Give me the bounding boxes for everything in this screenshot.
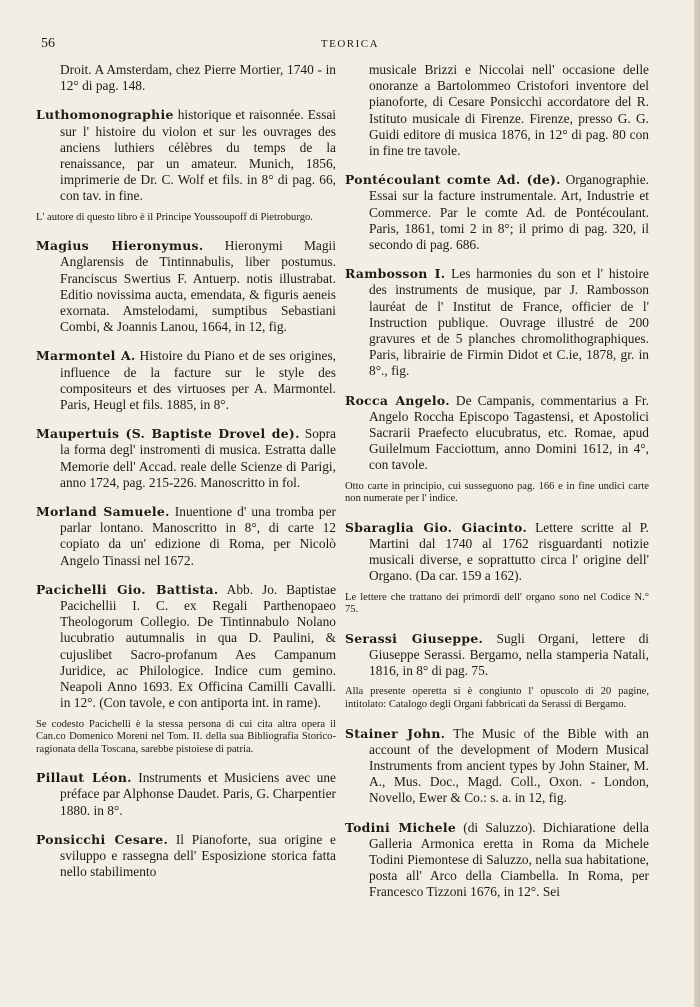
page-number: 56 xyxy=(41,36,55,51)
entry-text: Lettere scritte al P. Martini dal 1740 al 1762 risguardanti notizie musicali diverse, e soprattutto circa l' origine dell' Organo. (Da car. 159 a 162). xyxy=(369,519,649,584)
entry-heading: Luthomonographie xyxy=(36,107,174,123)
footnote: L' autore di questo libro è il Principe Youssoupoff di Pietroburgo. xyxy=(36,211,313,223)
running-title: TEORICA xyxy=(320,38,380,50)
footnote: Alla presente operetta si è congiunto l' opuscolo di 20 pagine, intitolato: Catalogo degli Organi fabbricati da Serassi di Bergamo. xyxy=(345,686,649,711)
entry-stainer xyxy=(345,726,649,807)
left-column xyxy=(36,62,336,894)
entry-heading: Ponsicchi Cesare. xyxy=(36,831,169,847)
entry-ponsicchi xyxy=(36,832,336,881)
entry-heading: Marmontel A. xyxy=(36,348,136,364)
page-edge xyxy=(694,0,700,1007)
entry-pacichelli xyxy=(36,582,336,712)
entry-heading: Rambosson I. xyxy=(345,266,446,282)
entry-text: Sopra la forma degl' instromenti di musica. Estratta dalle Memorie dell' Accad. reale delle Scienze di Parigi, anno 1724, pag. 215-226. Manoscritto in fol. xyxy=(60,426,336,490)
entry-heading: Sbaraglia Gio. Giacinto. xyxy=(345,519,527,535)
entry-heading: Pillaut Léon. xyxy=(36,770,132,786)
entry-continuation: Droit. A Amsterdam, chez Pierre Mortier, 1740 - in 12° di pag. 148. xyxy=(60,62,336,94)
entry-text: Abb. Jo. Baptistae Pacichellii I. C. ex Regali Parthenopaeo Theologorum Collegio. De Tintinnabulo Nolano lucubratio autumnalis in qua D. Paulini, & cujuslibet Sacro-profanum Aes Campanum Juridice, ac Philologice. Indice cum gemino. Neapoli Anno 1693. Ex Officina Camilli Cavalli. in 12°. (Con tavole, e con antiporta int. in rame). xyxy=(60,581,337,711)
page-header xyxy=(0,36,700,56)
entry-heading: Pontécoulant comte Ad. (de). xyxy=(345,172,561,188)
entry-text: Il Pianoforte, sua origine e sviluppo e rassegna dell' Esposizione storica fatta nello stabilimento xyxy=(60,831,336,880)
entry-heading: Todini Michele xyxy=(345,819,457,835)
entry-rambosson xyxy=(345,266,649,379)
entry-heading: Maupertuis (S. Baptiste Drovel de). xyxy=(36,426,300,442)
entry-maupertuis xyxy=(36,426,336,491)
entry-sbaraglia xyxy=(345,520,649,585)
footnote: Otto carte in principio, cui susseguono pag. 166 e in fine undici carte non numerate per l' indice. xyxy=(345,480,649,505)
entry-rocca xyxy=(345,393,649,474)
entry-text: Organographie. Essai sur la facture instrumentale. Art, Industrie et Commerce. Par le comte Ad. de Pontécoulant. Paris, 1861, tomi 2 in 8°; il primo di pag. 320, il secondo di pag. 686. xyxy=(369,172,649,253)
entry-heading: Stainer John. xyxy=(345,725,446,741)
entry-magius xyxy=(36,238,336,335)
entry-text: historique et raisonnée. Essai sur l' histoire du violon et sur les ouvrages des anciens luthiers célèbres du temps de la renaissance, par un amateur. Munich, 1856, imprimerie de Dr. C. Wolf et fils. in 8° di pag. 66, con tav. in fine. xyxy=(60,107,336,204)
entry-pontecoulant xyxy=(345,172,649,253)
entry-heading: Serassi Giuseppe. xyxy=(345,630,484,646)
entry-text: Sugli Organi, lettere di Giuseppe Serassi. Bergamo, nella stamperia Natali, 1816, in 8° di pag. 75. xyxy=(369,630,649,679)
entry-pillaut xyxy=(36,770,336,819)
entry-text: Les harmonies du son et l' histoire des instruments de musique, par J. Rambosson lauréat de l' Institut de France, officier de l' Instruction publique. Ouvrage illustré de 200 gravures et de 5 planches chromolithographiques. Paris, librairie de Firmin Didot et C.ie, 1878, gr. in 8°., fig. xyxy=(369,266,649,379)
entry-luthomonographie xyxy=(36,107,336,204)
entry-text: (di Saluzzo). Dichiaratione della Galleria Armonica eretta in Roma da Michele Todini Piemontese di Saluzzo, nella sua habitatione, posta all' Arco della Ciambella. In Roma, per Francesco Tizzoni 1676, in 12°. Sei xyxy=(369,819,649,900)
entry-heading: Magius Hieronymus. xyxy=(36,238,204,254)
entry-marmontel xyxy=(36,348,336,413)
entry-text: Instruments et Musiciens avec une préface par Alphonse Daudet. Paris, G. Charpentier 1880. in 8°. xyxy=(60,770,336,818)
footnote: Se codesto Pacichelli è la stessa persona di cui cita altra opera il Can.co Domenico Moreni nel Tom. II. della sua Bibliografia Storico-ragionata della Toscana, sarebbe pistoiese di patria. xyxy=(36,718,336,755)
entry-heading: Rocca Angelo. xyxy=(345,392,450,408)
footnote: Le lettere che trattano dei primordi dell' organo sono nel Codice N.° 75. xyxy=(345,591,649,616)
entry-text: Hieronymi Magii Anglarensis de Tintinnabulis, liber postumus. Franciscus Swertius F. Antuerp. notis illustrabat. Editio novissima aucta, emendata, & figuris aeneis exornata. Amstelodami, sumptibus Sebastiani Combi, & Joannis Lanou, 1664, in 12, fig. xyxy=(60,238,336,335)
entry-heading: Pacichelli Gio. Battista. xyxy=(36,581,219,597)
entry-heading: Morland Samuele. xyxy=(36,504,170,520)
entry-morland xyxy=(36,504,336,569)
entry-continuation: musicale Brizzi e Niccolai nell' occasione delle onoranze a Bartolommeo Cristofori inventore del pianoforte, di Cesare Ponsicchi accordatore del R. Istituto musicale di Firenze. Firenze, presso G. G. Guidi editore di musica 1876, in 12° di pag. 80 con in fine tre tavole. xyxy=(369,62,649,159)
right-column xyxy=(345,62,649,914)
entry-text: The Music of the Bible with an account of the development of Modern Musical Instruments from ancient types by John Stainer, M. A., Mus. Doc., Magd. Coll., Oxon. - London, Novello, Ewer & Co.: s. a. in 12, fig. xyxy=(369,725,649,806)
entry-text: Inuentione d' una tromba per parlar lontano. Manoscritto in 8°, di carte 12 copiato da un' edizione di Roma, per Nicolò Angelo Tinassi nel 1672. xyxy=(60,504,336,568)
entry-text: Histoire du Piano et de ses origines, influence de la facture sur le style des compositeurs et des virtuoses per A. Marmontel. Paris, Heugl et fils. 1885, in 8°. xyxy=(60,348,337,413)
entry-todini xyxy=(345,820,649,901)
entry-text: De Campanis, commentarius a Fr. Angelo Roccha Episcopo Tagastensi, et Apostolici Sacrarii Praefecto elucubratus, etc. Romae, apud Guilelmum Facciottum, anno Domini 1612, in 4°, con tavole. xyxy=(369,392,649,473)
entry-serassi xyxy=(345,631,649,680)
